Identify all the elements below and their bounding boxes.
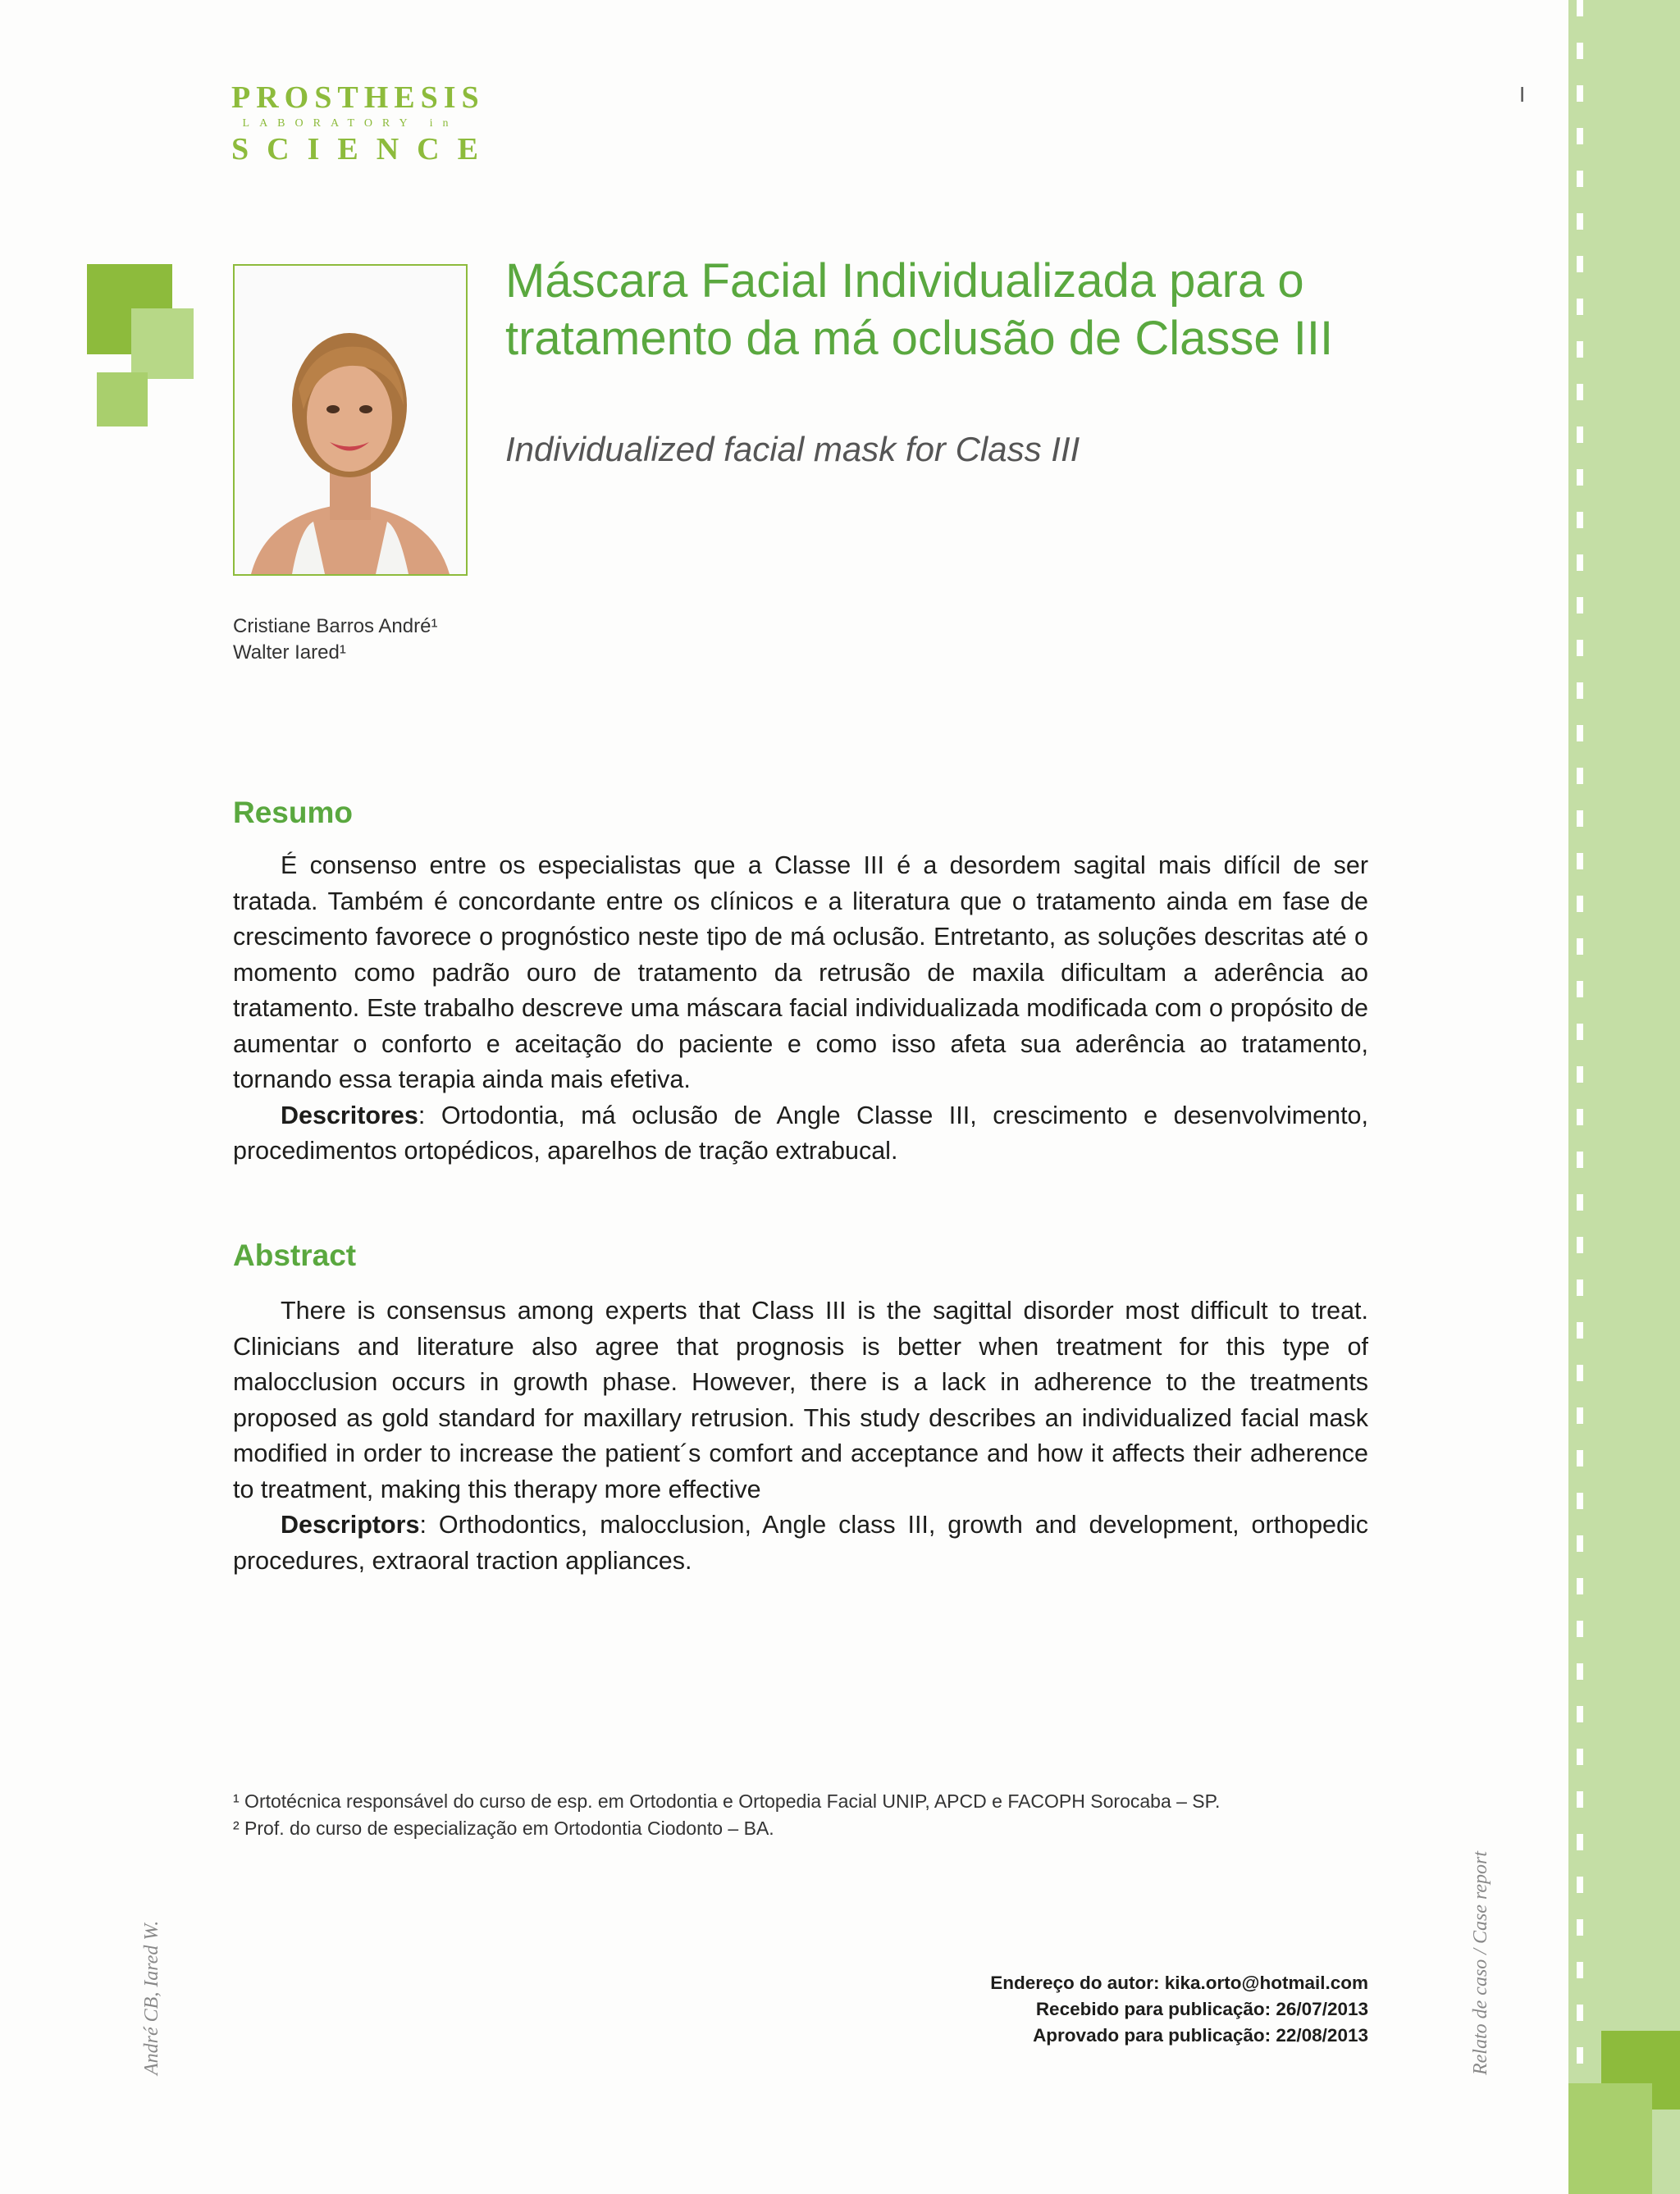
resumo-keywords-label: Descritores [281, 1101, 418, 1129]
side-strip [1568, 0, 1680, 2194]
resumo-keywords-text: : Ortodontia, má oclusão de Angle Classe III, crescimento e desenvolvimento, procedimentos ortopédicos, aparelhos de tração extrabucal. [233, 1101, 1368, 1165]
abstract-keywords [233, 1508, 1368, 1579]
journal-logo [231, 79, 496, 167]
received-date: Recebido para publicação: 26/07/2013 [1035, 1999, 1368, 2019]
strip-corner-block-light [1568, 2083, 1652, 2194]
running-head-authors: André CB, Iared W. [141, 1920, 162, 2075]
author-name: Walter Iared¹ [233, 641, 346, 664]
resumo-heading: Resumo [233, 796, 353, 829]
author-list [233, 613, 437, 666]
decor-square-small [97, 372, 148, 426]
article-title: Máscara Facial Individualizada para o tratamento da má oclusão de Classe III [505, 254, 1334, 365]
decor-square-light [131, 308, 194, 379]
footnote: ² Prof. do curso de especialização em Ortodontia Ciodonto – BA. [233, 1818, 774, 1839]
running-head-section: Relato de caso / Case report [1470, 1850, 1491, 2075]
abstract-heading: Abstract [233, 1238, 357, 1272]
logo-science: SCIENCE [231, 132, 496, 166]
approved-date: Aprovado para publicação: 22/08/2013 [1033, 2025, 1368, 2046]
logo-prosthesis: PROSTHESIS [231, 80, 485, 115]
page-number: I [1519, 82, 1526, 107]
abstract-body [233, 1293, 1368, 1579]
resumo-body [233, 848, 1368, 1170]
side-strip-dashes [1577, 0, 1583, 2194]
author-contact [990, 1970, 1368, 2049]
abstract-keywords-text: : Orthodontics, malocclusion, Angle class III, growth and development, orthopedic procedures, extraoral traction appliances. [233, 1511, 1368, 1575]
footnotes [233, 1788, 1220, 1842]
logo-laboratory-in: LABORATORY in [242, 117, 459, 130]
author-portrait-image [235, 266, 466, 574]
article-subtitle: Individualized facial mask for Class III [505, 430, 1080, 468]
resumo-text: É consenso entre os especialistas que a Classe III é a desordem sagital mais difícil de ser tratada. Também é concordante entre os clínicos e a literatura que o tratamento ainda em fase de crescimento favorece o prognóstico neste tipo de má oclusão. Entretanto, as soluções descritas até o momento como padrão ouro de tratamento da retrusão de maxila dificultam a aderência ao tratamento. Este trabalho descreve uma máscara facial individualizada modificada com o propósito de aumentar o conforto e aceitação do paciente e como isso afeta sua aderência ao tratamento, tornando essa terapia ainda mais efetiva. [233, 851, 1368, 1093]
author-photo [233, 264, 468, 576]
author-email: Endereço do autor: kika.orto@hotmail.com [990, 1973, 1368, 1993]
resumo-keywords [233, 1098, 1368, 1170]
abstract-text: There is consensus among experts that Class III is the sagittal disorder most difficult to treat. Clinicians and literature also agree that prognosis is better when treatment for this type of malocclusion occurs in growth phase. However, there is a lack in adherence to the treatments proposed as gold standard for maxillary retrusion. This study describes an individualized facial mask modified in order to increase the patient´s comfort and acceptance and how it affects their adherence to treatment, making this therapy more effective [233, 1297, 1368, 1503]
author-name: Cristiane Barros André¹ [233, 615, 438, 637]
abstract-keywords-label: Descriptors [281, 1511, 420, 1539]
footnote: ¹ Ortotécnica responsável do curso de esp. em Ortodontia e Ortopedia Facial UNIP, APCD e FACOPH Sorocaba – SP. [233, 1790, 1221, 1812]
